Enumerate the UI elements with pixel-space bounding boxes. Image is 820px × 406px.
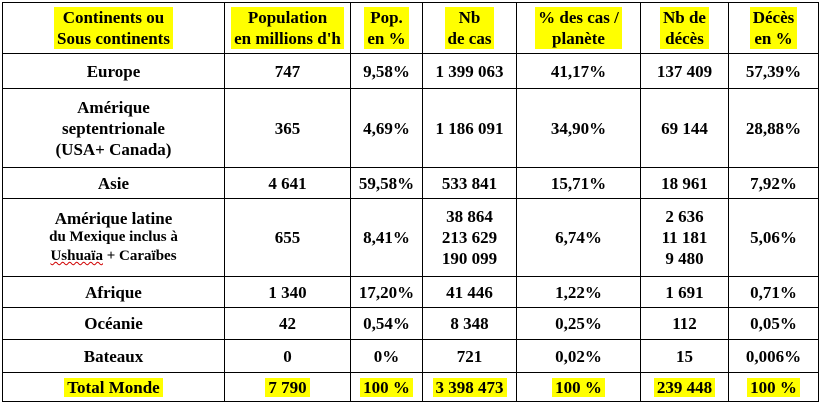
total-name: Total Monde (3, 373, 225, 402)
row-name: Europe (3, 54, 225, 89)
spellcheck-word: Ushuaïa (50, 248, 103, 264)
total-pop-pct: 100 % (351, 373, 423, 402)
table-row-europe (3, 54, 819, 89)
row-deces: 1 691 (641, 277, 729, 308)
header-row (3, 3, 819, 54)
row-cas: 1 186 091 (423, 89, 517, 168)
row-pop-pct: 9,58% (351, 54, 423, 89)
header-population: Population en millions d'h (225, 3, 351, 54)
table-row-total (3, 373, 819, 402)
row-pop: 747 (225, 54, 351, 89)
table-row-asie (3, 168, 819, 199)
row-cas: 41 446 (423, 277, 517, 308)
row-cas-pct: 1,22% (517, 277, 641, 308)
row-cas: 1 399 063 (423, 54, 517, 89)
row-pop: 655 (225, 199, 351, 277)
table-row-bateaux (3, 340, 819, 373)
total-cas: 3 398 473 (423, 373, 517, 402)
row-cas-pct: 0,02% (517, 340, 641, 373)
row-pop-pct: 17,20% (351, 277, 423, 308)
total-pop: 7 790 (225, 373, 351, 402)
header-nb-cas: Nb de cas (423, 3, 517, 54)
row-deces-pct: 57,39% (729, 54, 819, 89)
table-row-amerique-septentrionale (3, 89, 819, 168)
row-pop-pct: 0,54% (351, 308, 423, 340)
row-cas-pct: 15,71% (517, 168, 641, 199)
row-pop: 4 641 (225, 168, 351, 199)
row-cas: 721 (423, 340, 517, 373)
row-pop-pct: 8,41% (351, 199, 423, 277)
row-pop: 365 (225, 89, 351, 168)
header-deces-pct: Décès en % (729, 3, 819, 54)
row-deces-pct: 0,71% (729, 277, 819, 308)
total-cas-pct: 100 % (517, 373, 641, 402)
row-name: Afrique (3, 277, 225, 308)
row-name: Amérique septentrionale (USA+ Canada) (3, 89, 225, 168)
row-pop-pct: 59,58% (351, 168, 423, 199)
row-cas-pct: 34,90% (517, 89, 641, 168)
row-cas: 533 841 (423, 168, 517, 199)
row-deces: 69 144 (641, 89, 729, 168)
row-pop: 1 340 (225, 277, 351, 308)
header-nb-deces: Nb de décès (641, 3, 729, 54)
total-deces-pct: 100 % (729, 373, 819, 402)
row-deces: 2 636 11 181 9 480 (641, 199, 729, 277)
total-deces: 239 448 (641, 373, 729, 402)
row-pop: 42 (225, 308, 351, 340)
row-deces-pct: 28,88% (729, 89, 819, 168)
row-deces: 137 409 (641, 54, 729, 89)
row-pop: 0 (225, 340, 351, 373)
row-cas: 8 348 (423, 308, 517, 340)
row-deces: 112 (641, 308, 729, 340)
table-row-afrique (3, 277, 819, 308)
covid-stats-table (2, 2, 819, 402)
row-name: Océanie (3, 308, 225, 340)
row-deces-pct: 5,06% (729, 199, 819, 277)
row-deces: 18 961 (641, 168, 729, 199)
header-continents: Continents ou Sous continents (3, 3, 225, 54)
row-cas-pct: 6,74% (517, 199, 641, 277)
row-cas: 38 864 213 629 190 099 (423, 199, 517, 277)
row-deces-pct: 7,92% (729, 168, 819, 199)
row-deces-pct: 0,05% (729, 308, 819, 340)
header-cas-pct: % des cas / planète (517, 3, 641, 54)
row-deces-pct: 0,006% (729, 340, 819, 373)
table-row-amerique-latine (3, 199, 819, 277)
row-name: Amérique latine du Mexique inclus à Ushuaïa + Caraïbes (3, 199, 225, 277)
row-deces: 15 (641, 340, 729, 373)
header-pop-pct: Pop. en % (351, 3, 423, 54)
row-pop-pct: 0% (351, 340, 423, 373)
row-name: Bateaux (3, 340, 225, 373)
row-cas-pct: 41,17% (517, 54, 641, 89)
row-name: Asie (3, 168, 225, 199)
row-pop-pct: 4,69% (351, 89, 423, 168)
row-cas-pct: 0,25% (517, 308, 641, 340)
table-row-oceanie (3, 308, 819, 340)
